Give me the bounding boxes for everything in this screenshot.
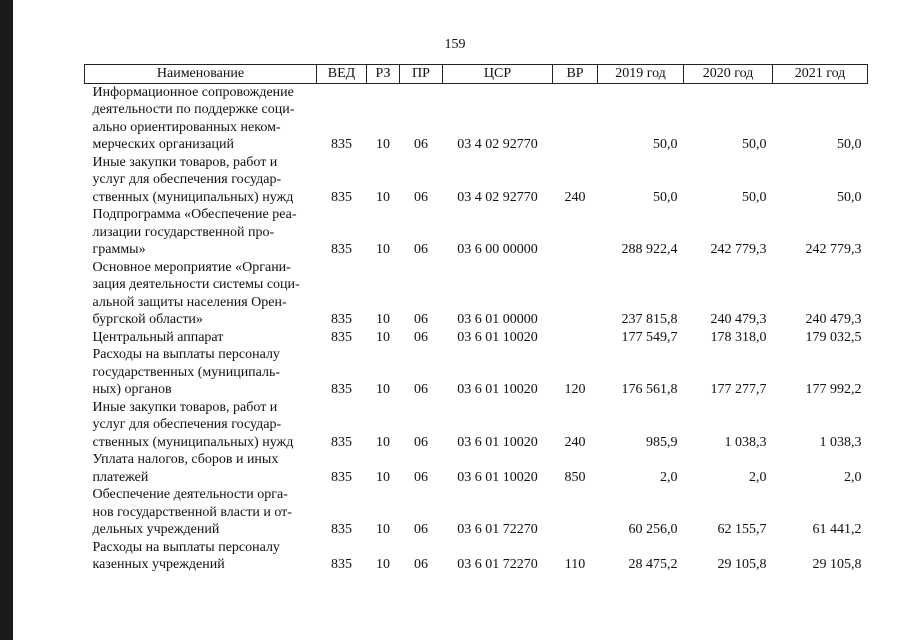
cell-csr: 03 4 02 92770 xyxy=(457,137,538,152)
name-line: мерческих организаций xyxy=(92,137,234,152)
cell-ved: 835 xyxy=(331,522,352,537)
cell-vr xyxy=(553,259,598,329)
cell-2021: 61 441,2 xyxy=(812,522,862,537)
name-line: платежей xyxy=(92,469,149,485)
cell-name xyxy=(85,259,317,329)
header-2020: 2020 год xyxy=(684,65,773,84)
name-line: Подпрограмма «Обеспечение реа- xyxy=(92,207,297,222)
name-line: Иные закупки товаров, работ и xyxy=(92,399,278,415)
cell-2020: 29 105,8 xyxy=(717,557,767,572)
cell-pr: 06 xyxy=(414,329,428,345)
cell-2019: 237 815,8 xyxy=(621,312,678,327)
cell-csr: 03 6 01 10020 xyxy=(457,329,538,345)
cell-ved: 835 xyxy=(331,329,352,345)
cell-2021: 242 779,3 xyxy=(805,242,862,257)
name-line: ственных (муниципальных) нужд xyxy=(92,434,294,450)
name-line: дельных учреждений xyxy=(92,522,220,537)
name-line: услуг для обеспечения государ- xyxy=(92,172,282,187)
table-row xyxy=(85,206,868,259)
page-number: 159 xyxy=(444,37,466,52)
name-line: Основное мероприятие «Органи- xyxy=(92,259,291,275)
cell-name xyxy=(85,451,317,486)
scan-edge xyxy=(0,0,13,640)
cell-2020: 1 038,3 xyxy=(724,434,767,450)
cell-pr: 06 xyxy=(414,137,428,152)
name-line: Центральный аппарат xyxy=(92,329,224,345)
table-row xyxy=(85,154,868,207)
table-row xyxy=(85,539,868,574)
budget-table xyxy=(84,64,868,574)
cell-csr: 03 6 01 00000 xyxy=(457,312,538,327)
cell-2019: 288 922,4 xyxy=(621,242,678,257)
cell-pr: 06 xyxy=(414,557,428,572)
cell-name xyxy=(85,206,317,259)
name-line: зация деятельности системы соци- xyxy=(92,277,300,292)
table-row xyxy=(85,346,868,399)
name-line: граммы» xyxy=(92,242,146,257)
cell-vr: 240 xyxy=(564,189,586,205)
table-body xyxy=(85,83,868,574)
cell-2020: 2,0 xyxy=(749,469,767,485)
cell-ved: 835 xyxy=(331,189,352,205)
table-row xyxy=(85,399,868,452)
cell-vr xyxy=(553,329,598,347)
cell-rz: 10 xyxy=(376,434,390,450)
name-line: альной защиты населения Орен- xyxy=(92,294,287,310)
cell-rz: 10 xyxy=(376,312,390,327)
cell-2020: 177 277,7 xyxy=(710,382,767,397)
name-line: казенных учреждений xyxy=(92,557,225,572)
cell-pr: 06 xyxy=(414,189,428,205)
cell-csr: 03 6 01 72270 xyxy=(457,557,538,572)
header-name: Наименование xyxy=(85,65,317,84)
cell-vr xyxy=(553,486,598,539)
cell-2019: 176 561,8 xyxy=(621,382,678,397)
cell-name xyxy=(85,399,317,452)
cell-name xyxy=(85,154,317,207)
cell-2021: 177 992,2 xyxy=(805,382,862,397)
cell-ved: 835 xyxy=(331,469,352,485)
header-vr: ВР xyxy=(553,65,598,84)
cell-2019: 2,0 xyxy=(660,469,678,485)
cell-2019: 50,0 xyxy=(653,137,678,152)
cell-name xyxy=(85,486,317,539)
name-line: Обеспечение деятельности орга- xyxy=(92,487,288,502)
header-2021: 2021 год xyxy=(773,65,868,84)
cell-2021: 179 032,5 xyxy=(805,329,862,345)
name-line: лизации государственной про- xyxy=(92,224,275,240)
cell-2019: 28 475,2 xyxy=(628,557,678,572)
name-line: ственных (муниципальных) нужд xyxy=(92,189,294,205)
cell-2021: 2,0 xyxy=(844,469,862,485)
cell-rz: 10 xyxy=(376,137,390,152)
name-line: нов государственной власти и от- xyxy=(92,504,292,520)
cell-2019: 60 256,0 xyxy=(628,522,678,537)
cell-ved: 835 xyxy=(331,242,352,257)
name-line: услуг для обеспечения государ- xyxy=(92,417,282,432)
name-line: ально ориентированных неком- xyxy=(92,119,281,135)
cell-2019: 50,0 xyxy=(653,189,678,205)
cell-pr: 06 xyxy=(414,522,428,537)
cell-ved: 835 xyxy=(331,434,352,450)
cell-2020: 178 318,0 xyxy=(710,329,767,345)
name-line: бургской области» xyxy=(92,312,203,327)
cell-name xyxy=(85,329,317,347)
cell-2020: 50,0 xyxy=(742,189,767,205)
cell-vr xyxy=(553,206,598,259)
cell-ved: 835 xyxy=(331,557,352,572)
name-line: Информационное сопровождение xyxy=(92,84,294,100)
cell-rz: 10 xyxy=(376,522,390,537)
header-ved: ВЕД xyxy=(317,65,367,84)
cell-name xyxy=(85,539,317,574)
cell-rz: 10 xyxy=(376,469,390,485)
table-header xyxy=(85,65,868,84)
cell-pr: 06 xyxy=(414,434,428,450)
name-line: государственных (муниципаль- xyxy=(92,364,281,380)
cell-2020: 240 479,3 xyxy=(710,312,767,327)
header-2019: 2019 год xyxy=(598,65,684,84)
cell-rz: 10 xyxy=(376,557,390,572)
header-csr: ЦСР xyxy=(443,65,553,84)
cell-vr xyxy=(553,83,598,154)
name-line: Уплата налогов, сборов и иных xyxy=(92,452,279,467)
cell-pr: 06 xyxy=(414,242,428,257)
cell-2021: 50,0 xyxy=(837,137,862,152)
table-row xyxy=(85,329,868,347)
cell-pr: 06 xyxy=(414,469,428,485)
cell-vr: 240 xyxy=(564,434,586,450)
cell-2019: 985,9 xyxy=(646,434,678,450)
name-line: деятельности по поддержке соци- xyxy=(92,102,295,117)
cell-2021: 1 038,3 xyxy=(819,434,862,450)
cell-vr: 110 xyxy=(564,557,586,572)
name-line: Расходы на выплаты персоналу xyxy=(92,539,280,555)
cell-2021: 50,0 xyxy=(837,189,862,205)
cell-2021: 240 479,3 xyxy=(805,312,862,327)
cell-2020: 242 779,3 xyxy=(710,242,767,257)
cell-rz: 10 xyxy=(376,242,390,257)
cell-rz: 10 xyxy=(376,189,390,205)
cell-ved: 835 xyxy=(331,137,352,152)
table-row xyxy=(85,83,868,154)
cell-name xyxy=(85,83,317,154)
table-row xyxy=(85,259,868,329)
header-rz: РЗ xyxy=(367,65,400,84)
cell-2019: 177 549,7 xyxy=(621,329,678,345)
cell-csr: 03 4 02 92770 xyxy=(457,189,538,205)
cell-csr: 03 6 01 10020 xyxy=(457,469,538,485)
cell-vr: 120 xyxy=(564,382,586,397)
cell-pr: 06 xyxy=(414,382,428,397)
name-line: Иные закупки товаров, работ и xyxy=(92,154,278,170)
table-row xyxy=(85,486,868,539)
cell-ved: 835 xyxy=(331,312,352,327)
cell-pr: 06 xyxy=(414,312,428,327)
cell-2020: 62 155,7 xyxy=(717,522,767,537)
cell-2020: 50,0 xyxy=(742,137,767,152)
cell-csr: 03 6 01 10020 xyxy=(457,382,538,397)
cell-csr: 03 6 00 00000 xyxy=(457,242,538,257)
cell-rz: 10 xyxy=(376,382,390,397)
name-line: Расходы на выплаты персоналу xyxy=(92,347,280,362)
cell-ved: 835 xyxy=(331,382,352,397)
name-line: ных) органов xyxy=(92,382,172,397)
cell-2021: 29 105,8 xyxy=(812,557,862,572)
table-row xyxy=(85,451,868,486)
cell-rz: 10 xyxy=(376,329,390,345)
header-pr: ПР xyxy=(400,65,443,84)
cell-csr: 03 6 01 10020 xyxy=(457,434,538,450)
cell-csr: 03 6 01 72270 xyxy=(457,522,538,537)
cell-name xyxy=(85,346,317,399)
cell-vr: 850 xyxy=(564,469,586,485)
